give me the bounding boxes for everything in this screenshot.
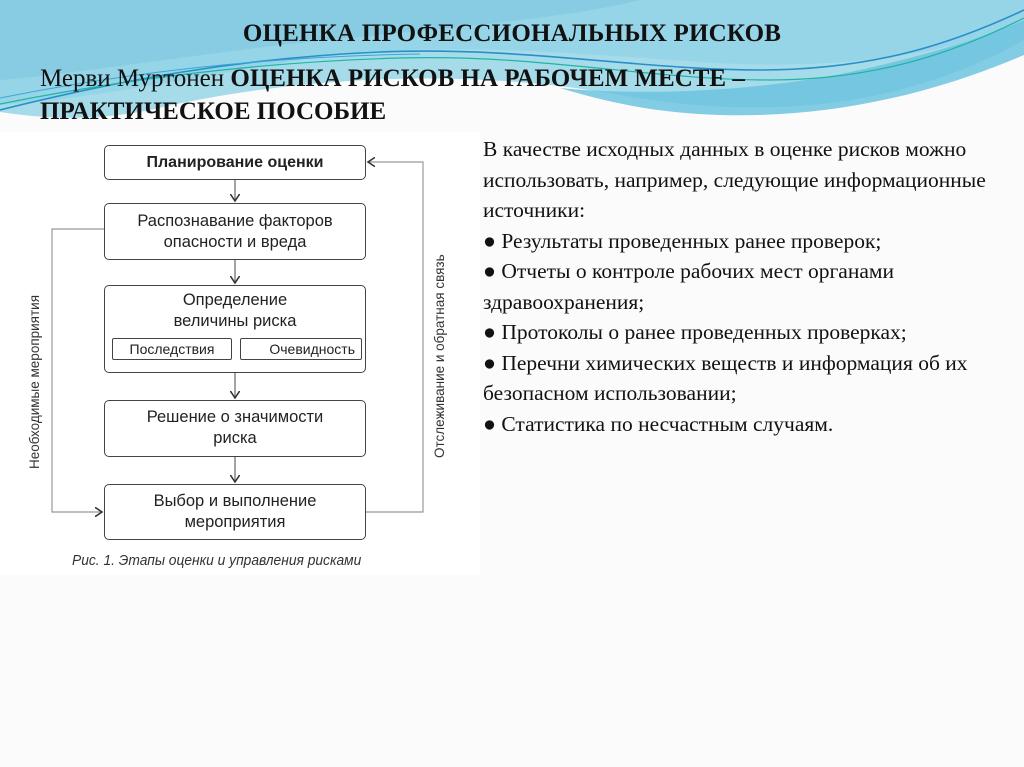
bullet-item: ● Статистика по несчастным случаям. — [483, 411, 834, 436]
book-title: ОЦЕНКА РИСКОВ НА РАБОЧЕМ МЕСТЕ – ПРАКТИЧЕСКОЕ ПОСОБИЕ — [40, 65, 745, 125]
step-hazard-identification: Распознавание факторов опасности и вреда — [104, 203, 366, 260]
sources-text — [483, 134, 1013, 439]
bullet-item: ● Отчеты о контроле рабочих мест органами здравоохранения; — [483, 259, 894, 314]
author-name: Мерви Муртонен — [40, 65, 225, 92]
sub-probability: Очевидность — [240, 338, 362, 360]
slide-title: ОЦЕНКА ПРОФЕССИОНАЛЬНЫХ РИСКОВ — [242, 20, 782, 47]
right-loop-label: Отслеживание и обратная связь — [432, 254, 447, 458]
figure-caption: Рис. 1. Этапы оценки и управления рисками — [72, 552, 362, 569]
step-measures-selection: Выбор и выполнение мероприятия — [104, 484, 366, 540]
bullet-item: ● Результаты проведенных ранее проверок; — [483, 228, 882, 253]
step-planning: Планирование оценки — [104, 145, 366, 180]
risk-assessment-flowchart — [0, 132, 480, 575]
bullet-item: ● Перечни химических веществ и информация об их безопасном использовании; — [483, 350, 968, 405]
step-risk-estimation-label: Определение величины риска — [173, 291, 297, 330]
step-risk-significance: Решение о значимости риска — [104, 400, 366, 457]
sub-consequences: Последствия — [112, 338, 232, 360]
bullet-item: ● Протоколы о ранее проведенных проверках; — [483, 320, 907, 344]
intro-paragraph: В качестве исходных данных в оценке рисков можно использовать, например, следующие информационные источники: — [483, 137, 986, 222]
step-risk-estimation — [104, 285, 366, 373]
left-loop-label: Необходимые мероприятия — [27, 294, 42, 469]
slide-subtitle — [40, 62, 940, 128]
